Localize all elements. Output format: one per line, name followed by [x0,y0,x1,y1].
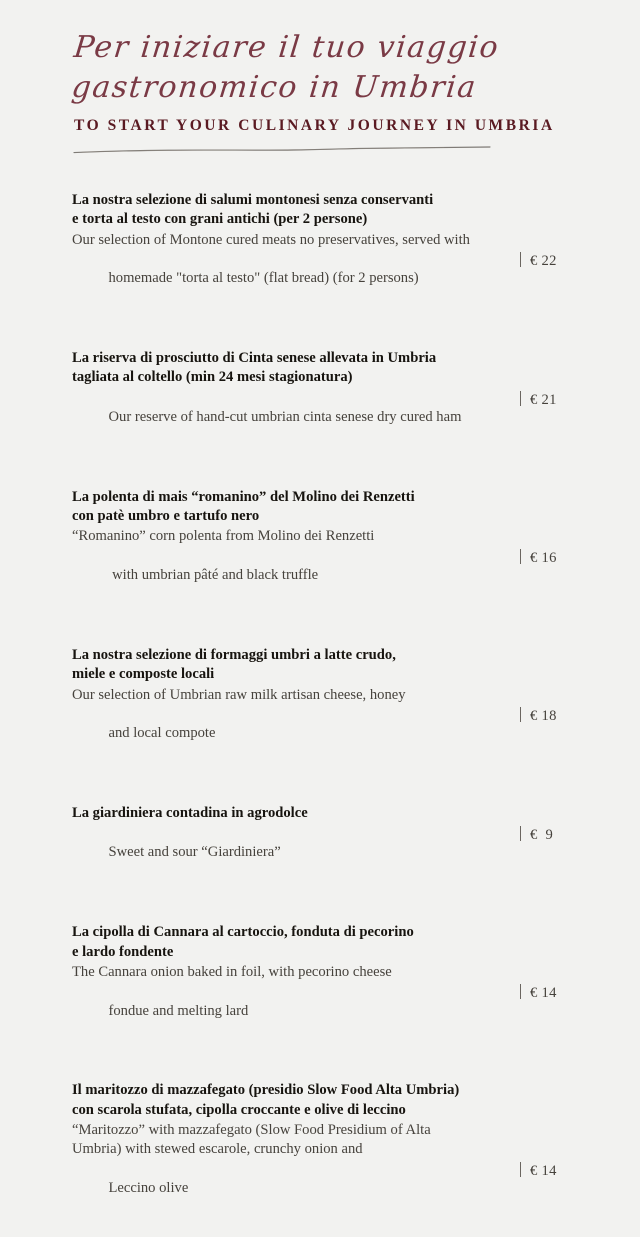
page-title-script-line2: gastronomico in Umbria [69,69,479,105]
menu-item [72,923,568,1059]
menu-item-description [72,527,568,623]
menu-item-title-line: La nostra selezione di salumi montonesi senza conservanti [72,191,434,208]
menu-item [72,349,568,466]
menu-item-price [520,547,557,568]
menu-item-description-line: Leccino olive € 14 [72,1160,568,1237]
menu-item-title-line: con patè umbro e tartufo nero [72,508,260,525]
menu-item-title [72,804,568,823]
price-separator-icon [520,549,521,564]
menu-item-price [520,705,557,726]
price-value: € 9 [530,827,554,844]
menu-item-title-line: La cipolla di Cannara al cartoccio, fonduta di pecorino [72,924,414,941]
price-value: € 18 [530,707,557,724]
price-separator-icon [520,1162,521,1177]
menu-item-description [72,389,568,466]
menu-item-description [72,1121,568,1237]
menu-item [72,804,568,901]
price-separator-icon [520,707,521,722]
menu-item-description-line: and local compote € 18 [72,705,568,782]
menu-item [72,488,568,624]
menu-item-title-line: La nostra selezione di formaggi umbri a latte crudo, [72,646,396,663]
menu-item-description [72,824,568,901]
menu-item-title [72,191,568,230]
menu-item [72,1081,568,1236]
menu-item-description-line: Our selection of Montone cured meats no preservatives, served with [72,231,470,248]
menu-item-description [72,963,568,1059]
menu-item-description-line: homemade "torta al testo" (flat bread) (for 2 persons) € 22 [72,250,568,327]
menu-item [72,191,568,327]
menu-item-title-line: e torta al testo con grani antichi (per 2 persone) [72,211,368,228]
menu-item-title [72,646,568,685]
price-separator-icon [520,252,521,267]
menu-item-title-line: tagliata al coltello (min 24 mesi stagionatura) [72,369,353,386]
menu-item-price [520,1160,557,1181]
menu-item-price [520,824,553,845]
menu-item [72,646,568,782]
page-title-script [64,28,568,108]
menu-item-title-line: Il maritozzo di mazzafegato (presidio Slow Food Alta Umbria) [72,1082,460,1099]
price-separator-icon [520,391,521,406]
menu-item-title-line: miele e composte locali [72,666,215,683]
menu-item-title [72,488,568,527]
page-subtitle: TO START YOUR CULINARY JOURNEY IN UMBRIA [74,116,555,134]
menu-item-title [72,349,568,388]
menu-header [69,0,568,158]
menu-item-description-line: Umbria) with stewed escarole, crunchy onion and [72,1141,363,1158]
menu-items-list [72,191,568,1237]
price-value: € 14 [530,985,557,1002]
price-value: € 21 [530,391,557,408]
menu-item-description-line: The Cannara onion baked in foil, with pecorino cheese [72,964,392,980]
price-separator-icon [520,984,521,999]
menu-item-description-line: “Romanino” corn polenta from Molino dei Renzetti [72,528,375,545]
menu-item-price [520,389,557,410]
price-value: € 14 [530,1162,557,1179]
menu-item-description [72,686,568,782]
price-value: € 22 [530,252,557,269]
price-separator-icon [520,826,521,841]
menu-item-title-line: La riserva di prosciutto di Cinta senese allevata in Umbria [72,349,437,366]
menu-item-price [520,250,557,271]
menu-item-title-line: con scarola stufata, cipolla croccante e olive di leccino [72,1101,406,1118]
menu-item-title-line: La polenta di mais “romanino” del Molino dei Renzetti [72,488,415,505]
menu-item-description [72,231,568,327]
menu-item-description-line: Our reserve of hand-cut umbrian cinta senese dry cured ham € 21 [72,389,568,466]
page-title-script-line1: Per iniziare il tuo viaggio [72,30,502,65]
menu-item-description-line: Our selection of Umbrian raw milk artisan cheese, honey [72,686,406,703]
menu-item-title-line: La giardiniera contadina in agrodolce [72,804,308,821]
menu-item-title [72,1081,568,1120]
menu-item-description-line: fondue and melting lard € 14 [72,982,568,1059]
menu-item-price [520,982,557,1003]
menu-item-description-line: “Maritozzo” with mazzafegato (Slow Food Presidium of Alta [72,1122,431,1139]
menu-item-title [72,923,568,962]
menu-item-description-line: with umbrian pâté and black truffle € 16 [72,547,568,624]
menu-item-title-line: e lardo fondente [72,943,174,960]
price-value: € 16 [530,549,557,566]
menu-item-description-line: Sweet and sour “Giardiniera” € 9 [72,824,568,901]
hand-drawn-rule-icon [72,142,492,158]
